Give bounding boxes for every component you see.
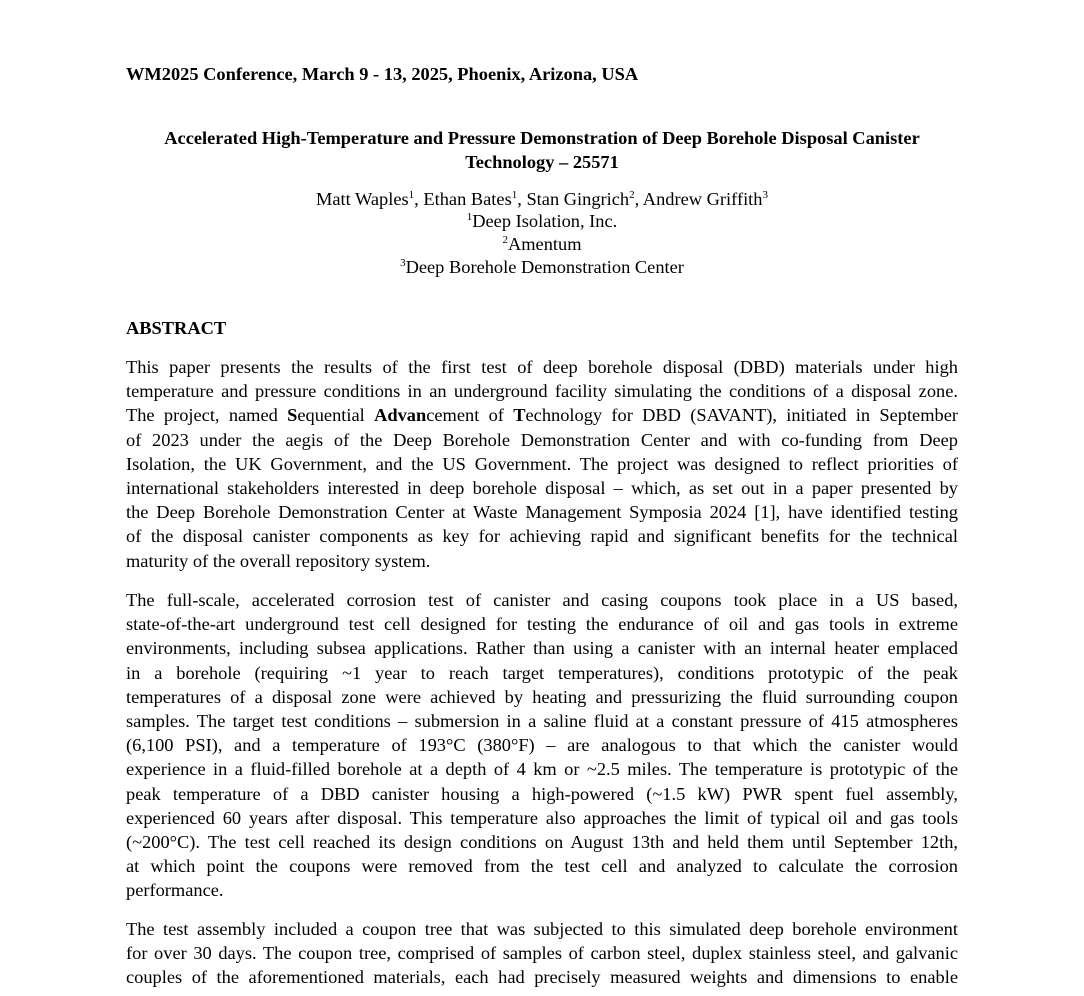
conference-header: WM2025 Conference, March 9 - 13, 2025, Phoenix, Arizona, USA: [126, 64, 639, 84]
paragraph-line: of the disposal canister components as key for achieving rapid and significant benefits for the technical: [126, 526, 958, 547]
affiliation-name: Amentum: [507, 234, 582, 254]
title-line-1: Accelerated High-Temperature and Pressure Demonstration of Deep Borehole Disposal Canister: [164, 128, 920, 148]
paragraph-line: (~200°C). The test cell reached its design conditions on August 13th and held them until September 12th,: [126, 831, 958, 852]
author-affiliation-mark: 2: [629, 189, 635, 201]
author-name: Ethan Bates: [423, 189, 512, 209]
affiliation: [0, 233, 1084, 256]
paragraph-line: for over 30 days. The coupon tree, comprised of samples of carbon steel, duplex stainless steel, and galvanic: [126, 943, 958, 964]
abstract-heading: ABSTRACT: [126, 318, 227, 338]
paragraph-line: couples of the aforementioned materials, each had precisely measured weights and dimensions to enable: [126, 967, 958, 988]
abstract-paragraph-3: [126, 917, 958, 990]
paragraph-line: temperatures of a disposal zone were achieved by heating and pressurizing the fluid surrounding coupon: [126, 686, 958, 707]
paragraph-line: peak temperature of a DBD canister housing a high-powered (~1.5 kW) PWR spent fuel assembly,: [126, 783, 958, 804]
author-name: Stan Gingrich: [526, 189, 630, 209]
paragraph-line: experience in a fluid-filled borehole at a depth of 4 km or ~2.5 miles. The temperature is prototypic of the: [126, 759, 958, 780]
affiliation-mark: 3: [400, 257, 406, 269]
paragraph-line: in a borehole (requiring ~1 year to reach target temperatures), conditions prototypic of the peak: [126, 662, 958, 683]
paragraph-line: environments, including subsea applications. Rather than using a canister with an internal heater emplaced: [126, 638, 958, 659]
text-segment: The project, named: [126, 405, 288, 426]
title-line-2: Technology – 25571: [465, 152, 619, 173]
paragraph-line: experienced 60 years after disposal. This temperature also approaches the limit of typical oil and gas tools: [126, 807, 958, 828]
paragraph-line: The full-scale, accelerated corrosion test of canister and casing coupons took place in a US based,: [126, 590, 958, 610]
paragraph-line: of 2023 under the aegis of the Deep Borehole Demonstration Center and with co-funding from Deep: [126, 429, 958, 450]
paper-title: [0, 126, 1084, 174]
author-affiliation-mark: 1: [511, 189, 518, 201]
paragraph-line: state-of-the-art underground test cell designed for testing the endurance of oil and gas tools in extreme: [126, 614, 958, 635]
paragraph-line: temperature and pressure conditions in an underground facility simulating the conditions of a disposal zone.: [126, 381, 958, 402]
paragraph-line: This paper presents the results of the first test of deep borehole disposal (DBD) materials under high: [126, 357, 958, 377]
paragraph-line: maturity of the overall repository system.: [126, 550, 431, 571]
paragraph-line: international stakeholders interested in deep borehole disposal – which, as set out in a paper presented by: [126, 477, 958, 498]
affiliation-name: Deep Borehole Demonstration Center: [405, 257, 684, 277]
affiliation-mark: 1: [466, 211, 473, 223]
paragraph-line: the Deep Borehole Demonstration Center at Waste Management Symposia 2024 [1], have identified testing: [126, 502, 958, 523]
author-affiliation-mark: 1: [408, 189, 415, 201]
affiliation-list: [0, 210, 1084, 279]
emphasized-text: T: [513, 405, 526, 426]
paragraph-line: (6,100 PSI), and a temperature of 193°C (380°F) – are analogous to that which the canister would: [126, 735, 958, 756]
emphasized-text: Advan: [374, 405, 427, 426]
abstract-paragraph-2: [126, 588, 958, 902]
abstract-paragraph-1: [126, 355, 958, 573]
paragraph-line: at which point the coupons were removed from the test cell and analyzed to calculate the corrosion: [126, 856, 958, 877]
text-segment: echnology for DBD (SAVANT), initiated in September: [525, 405, 958, 426]
text-segment: cement of: [426, 405, 514, 426]
author-name: Matt Waples: [316, 189, 409, 209]
emphasized-text: S: [287, 405, 298, 426]
paragraph-line: [126, 403, 958, 427]
paragraph-line: performance.: [126, 880, 224, 901]
affiliation: [0, 210, 1084, 233]
affiliation-mark: 2: [502, 234, 508, 246]
paragraph-line: The test assembly included a coupon tree that was subjected to this simulated deep borehole environment: [126, 919, 958, 939]
affiliation: [0, 256, 1084, 279]
text-segment: equential: [297, 405, 375, 426]
paragraph-line: Isolation, the UK Government, and the US Government. The project was designed to reflect priorities of: [126, 453, 958, 474]
affiliation-name: Deep Isolation, Inc.: [472, 211, 618, 231]
author-affiliation-mark: 3: [762, 189, 768, 201]
paragraph-line: samples. The target test conditions – submersion in a saline fluid at a constant pressure of 415 atmospheres: [126, 710, 958, 731]
author-name: Andrew Griffith: [642, 189, 763, 209]
author-list: Matt Waples$^1$, Ethan Bates$^1$, Stan Gingrich$^2$, Andrew Griffith$^3$: [316, 189, 768, 209]
